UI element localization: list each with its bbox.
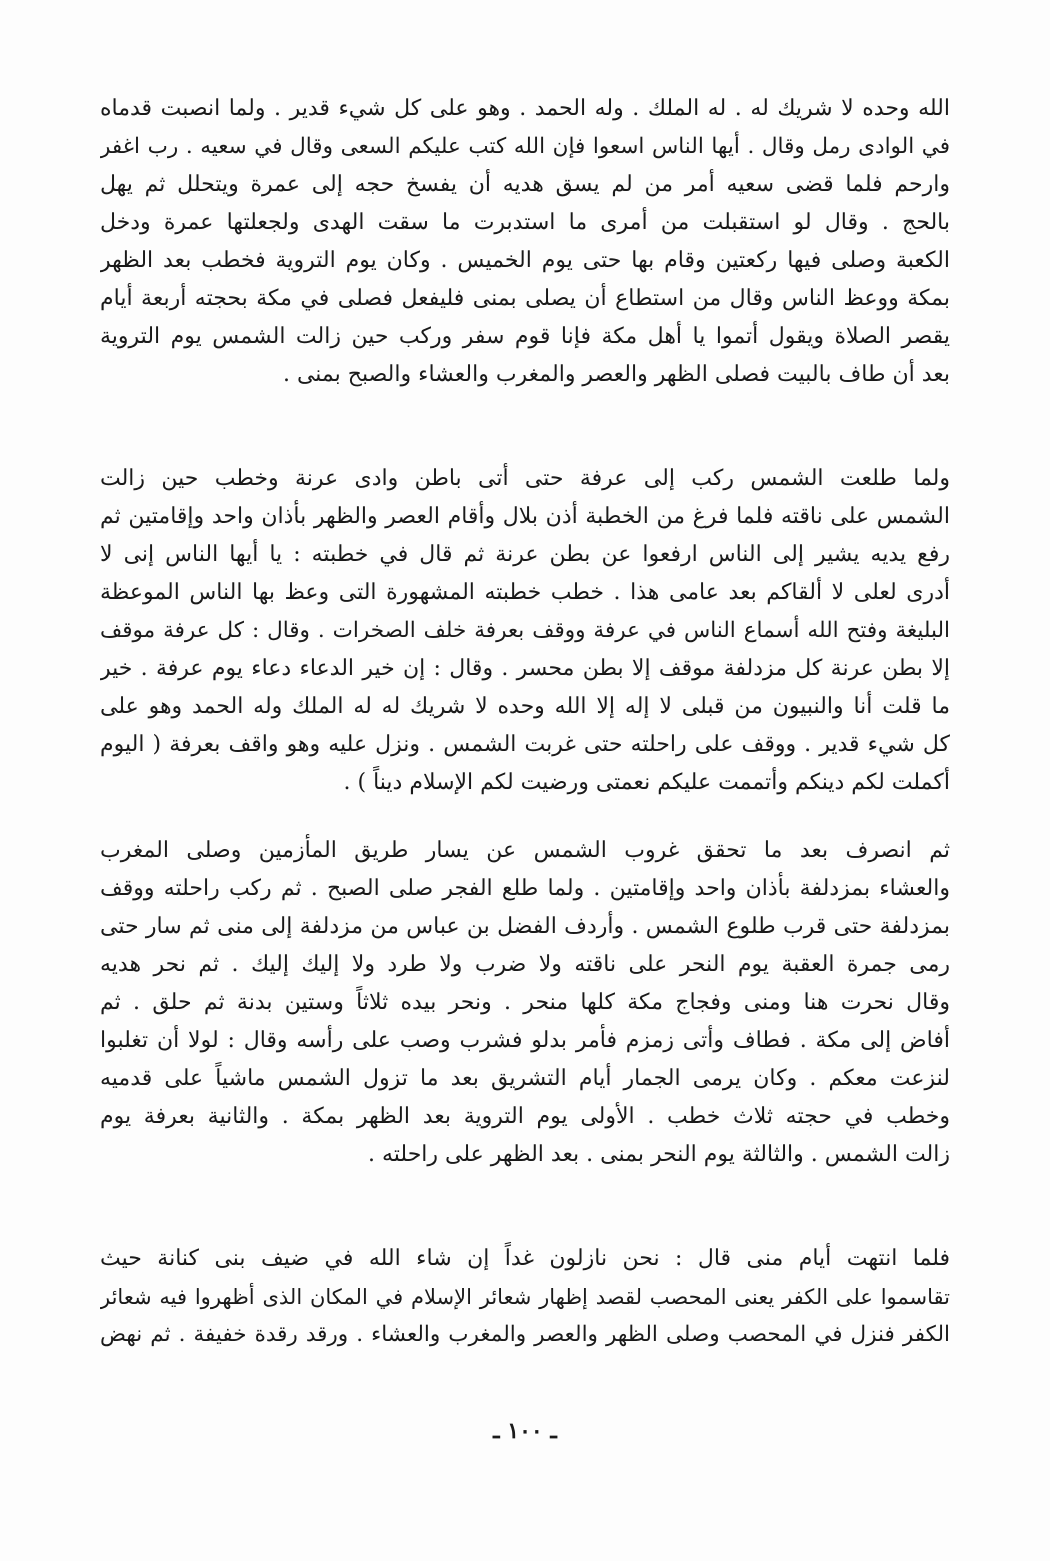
text-line: أدرى لعلى لا ألقاكم بعد عامى هذا . خطب خطبته المشهورة التى وعظ بها الناس الموعظة (100, 580, 950, 605)
text-line: بمزدلفة حتى قرب طلوع الشمس . وأردف الفضل بن عباس من مزدلفة إلى منى ثم سار حتى (100, 914, 950, 939)
text-line: وارحم فلما قضى سعيه أمر من لم يسق هديه أن يفسخ حجه إلى عمرة ويتحلل ثم يهل (100, 172, 950, 197)
paragraph-3 (100, 832, 950, 1174)
paragraph-2 (100, 460, 950, 802)
text-line: يقصر الصلاة ويقول أتموا يا أهل مكة فإنا قوم سفر وركب حين زالت الشمس يوم التروية (100, 324, 950, 349)
text-line: ثم انصرف بعد ما تحقق غروب الشمس عن يسار طريق المأزمين وصلى المغرب (100, 838, 950, 863)
paragraph-4 (100, 1240, 950, 1354)
text-line: البليغة وفتح الله أسماع الناس في عرفة ووقف بعرفة خلف الصخرات . وقال : كل عرفة موقف (100, 618, 950, 643)
text-line: رفع يديه يشير إلى الناس ارفعوا عن بطن عرنة ثم قال في خطبته : يا أيها الناس إنى لا (100, 542, 950, 567)
text-line: الشمس على ناقته فلما فرغ من الخطبة أذن بلال وأقام العصر والظهر بأذان واحد وإقامتين ثم (100, 504, 950, 529)
text-line: لنزعت معكم . وكان يرمى الجمار أيام التشريق بعد ما تزول الشمس ماشياً على قدميه (100, 1066, 950, 1091)
text-line: ولما طلعت الشمس ركب إلى عرفة حتى أتى باطن وادى عرنة وخطب حين زالت (100, 466, 950, 491)
text-line: بالحج . وقال لو استقبلت من أمرى ما استدبرت ما سقت الهدى ولجعلتها عمرة ودخل (100, 210, 950, 235)
page-number: ـ ١٠٠ ـ (493, 1418, 557, 1444)
text-line: رمى جمرة العقبة يوم النحر على ناقته ولا ضرب ولا طرد ولا إليك إليك . ثم نحر هديه (100, 952, 950, 977)
text-line: وخطب في حجته ثلاث خطب . الأولى يوم التروية بعد الظهر بمكة . والثانية بعرفة يوم (100, 1104, 950, 1129)
text-line: الكفر فنزل في المحصب وصلى الظهر والعصر والمغرب والعشاء . ورقد رقدة خفيفة . ثم نهض (100, 1322, 950, 1347)
text-line: كل شيء قدير . ووقف على راحلته حتى غربت الشمس . ونزل عليه وهو واقف بعرفة ( اليوم (100, 732, 950, 757)
text-line: ما قلت أنا والنبيون من قبلى لا إله إلا الله وحده لا شريك له له الملك وله الحمد وهو على (100, 694, 950, 719)
text-line: في الوادى رمل وقال . أيها الناس اسعوا فإن الله كتب عليكم السعى وقال في سعيه . رب اغفر (100, 134, 950, 159)
text-line: أكملت لكم دينكم وأتممت عليكم نعمتى ورضيت لكم الإسلام ديناً ) . (343, 770, 950, 795)
text-line: والعشاء بمزدلفة بأذان واحد وإقامتين . ولما طلع الفجر صلى الصبح . ثم ركب راحلته ووقف (100, 876, 950, 901)
text-line: زالت الشمس . والثالثة يوم النحر بمنى . بعد الظهر على راحلته . (367, 1142, 950, 1167)
text-line: وقال نحرت هنا ومنى وفجاج مكة كلها منحر . ونحر بيده ثلاثاً وستين بدنة ثم حلق . ثم (100, 990, 950, 1015)
text-line: بعد أن طاف بالبيت فصلى الظهر والعصر والمغرب والعشاء والصبح بمنى . (282, 362, 950, 387)
paragraph-1 (100, 90, 950, 394)
text-line: الكعبة وصلى فيها ركعتين وقام بها حتى يوم الخميس . وكان يوم التروية فخطب بعد الظهر (100, 248, 950, 273)
text-line: بمكة ووعظ الناس وقال من استطاع أن يصلى بمنى فليفعل فصلى في مكة بحجته أربعة أيام (100, 286, 950, 311)
text-line: فلما انتهت أيام منى قال : نحن نازلون غداً إن شاء الله في ضيف بنى كنانة حيث (100, 1246, 950, 1271)
text-line: إلا بطن عرنة كل مزدلفة موقف إلا بطن محسر . وقال : إن خير الدعاء دعاء يوم عرفة . خير (100, 656, 950, 681)
text-line: الله وحده لا شريك له . له الملك . وله الحمد . وهو على كل شيء قدير . ولما انصبت قدماه (100, 96, 950, 121)
text-line: تقاسموا على الكفر يعنى المحصب لقصد إظهار شعائر الإسلام في المكان الذى أظهروا فيه شعائر (100, 1285, 950, 1309)
text-line: أفاض إلى مكة . فطاف وأتى زمزم فأمر بدلو فشرب وصب على رأسه وقال : لولا أن تغلبوا (100, 1028, 950, 1053)
